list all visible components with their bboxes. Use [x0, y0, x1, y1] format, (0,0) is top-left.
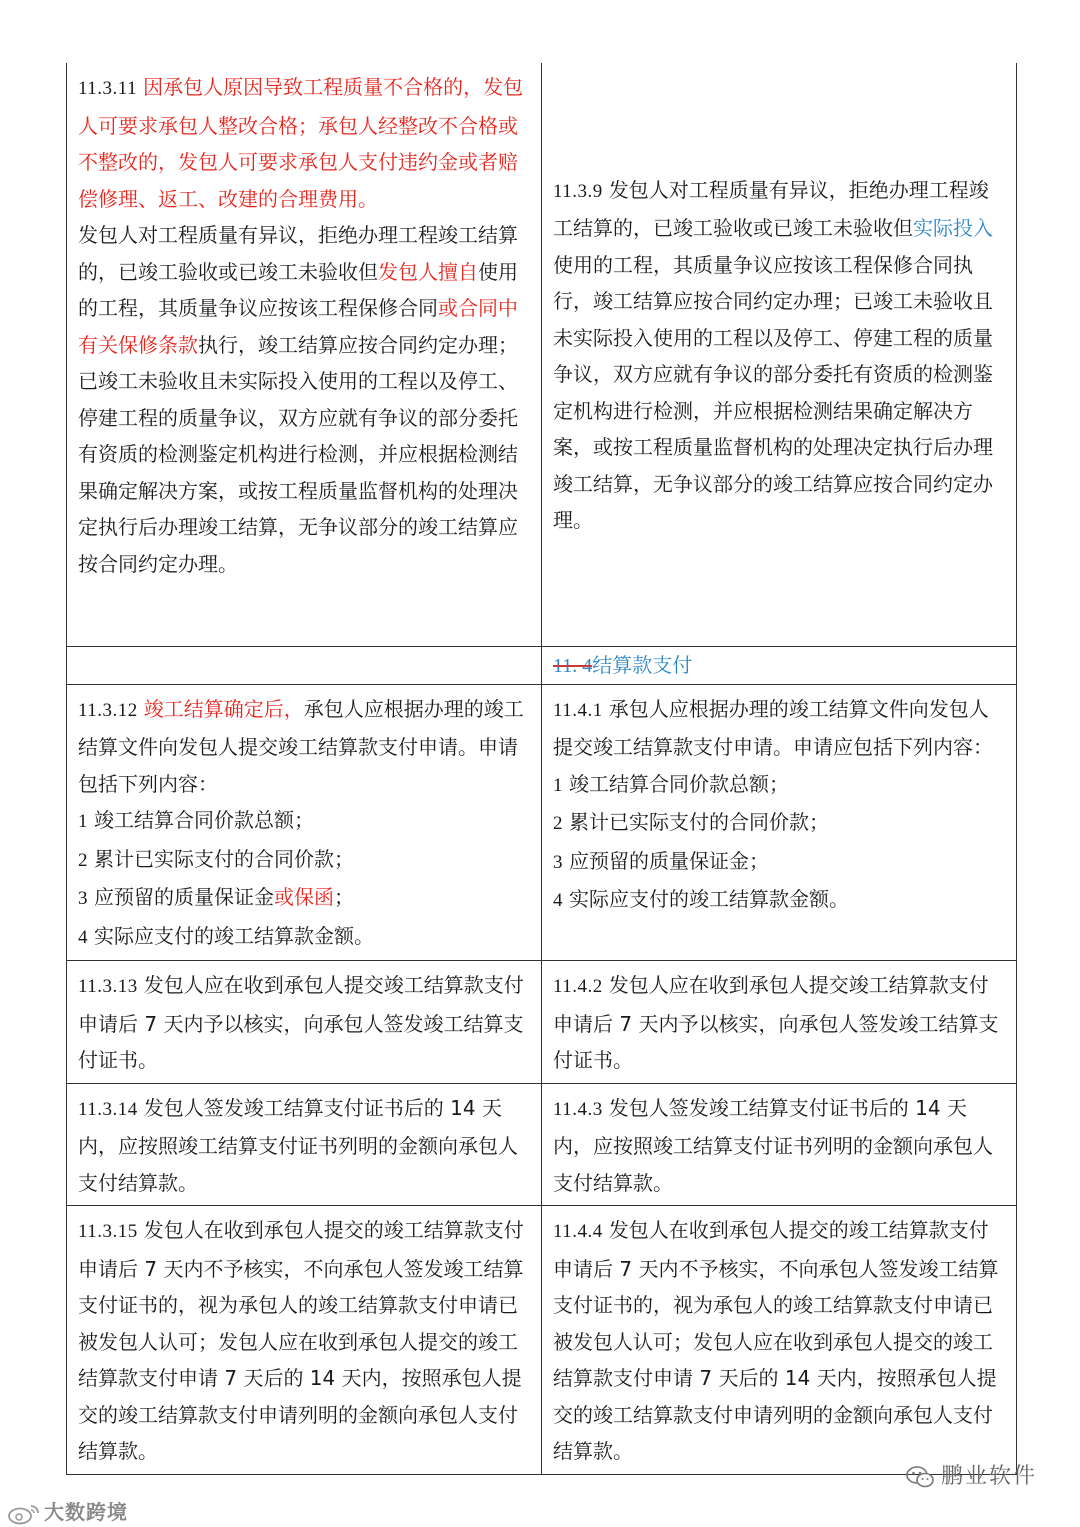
wechat-icon	[905, 1465, 935, 1489]
section-title: 结算款支付	[592, 652, 693, 677]
table-row	[67, 646, 1017, 684]
added-text: 发包人擅自	[378, 259, 478, 284]
table-row	[67, 63, 1017, 646]
list-item: 3 应预留的质量保证金或保函；	[78, 885, 354, 909]
list-item: 2 累计已实际支付的合同价款；	[78, 846, 354, 871]
table-row	[67, 961, 1017, 1084]
changed-text: 实际投入	[913, 216, 993, 241]
section-heading-11-4	[542, 646, 1017, 684]
clause-paragraph: 发包人对工程质量有异议，拒绝办理工程竣工结算的，已竣工验收或已竣工未验收但发包人擅自使用的工程，其质量争议应按该工程保修合同或合同中有关保修条款执行，竣工结算应按合同约定办理；已竣工未验收且未实际投入使用的工程以及停工、停建工程的质量争议，双方应就有争议的部分委托有资质的检测鉴定机构进行检测，并应根据检测结果确定解决方案，或按工程质量监督机构的处理决定执行后办理竣工结算，无争议部分的竣工结算应按合同约定办理。	[78, 223, 518, 576]
table-row	[67, 1206, 1017, 1475]
list-item: 1 竣工结算合同价款总额；	[78, 808, 314, 832]
added-text: 因承包人原因导致工程质量不合格的，发包人可要求承包人整改合格；承包人经整改不合格或不整改的，发包人可要求承包人支付违约金或者赔偿修理、返工、改建的合理费用。	[78, 75, 524, 211]
table-row	[67, 684, 1017, 961]
list-item: 2 累计已实际支付的合同价款；	[553, 810, 829, 834]
list-item: 4 实际应支付的竣工结算款金额。	[553, 887, 849, 911]
clause-number: 11.4.4	[553, 1221, 603, 1242]
watermark-account: 鹏业软件	[905, 1459, 1037, 1490]
new-clause-11-4-4: 11.4.4 发包人在收到承包人提交的竣工结算款支付申请后 7 天内不予核实，不向承包人签发竣工结算支付证书的，视为承包人的竣工结算款支付申请已被发包人认可；发包人应在收到承包人提交的竣工结算款支付申请 7 天后的 14 天内，按照承包人提交的竣工结算款支付申请列明的金额向承包人支付结算款。	[542, 1206, 1017, 1475]
struck-section-number: 11. 4	[553, 654, 593, 677]
list-item: 1 竣工结算合同价款总额；	[553, 771, 789, 796]
comparison-table	[66, 63, 1017, 1475]
added-text: 竣工结算确定后，	[143, 696, 304, 721]
clause-number: 11.3.13	[78, 976, 138, 997]
list-item: 3 应预留的质量保证金；	[553, 848, 769, 873]
new-clause-11-4-3: 11.4.3 发包人签发竣工结算支付证书后的 14 天内，应按照竣工结算支付证书列明的金额向承包人支付结算款。	[542, 1083, 1017, 1206]
list-item: 4 实际应支付的竣工结算款金额。	[78, 923, 374, 948]
old-clause-11-3-13: 11.3.13 发包人应在收到承包人提交竣工结算款支付申请后 7 天内予以核实，向承包人签发竣工结算支付证书。	[67, 961, 542, 1084]
empty-cell	[67, 646, 542, 684]
added-text: 或合同中有关保修条款	[78, 296, 518, 357]
clause-number: 11.4.3	[553, 1098, 603, 1120]
clause-number: 11.3.12	[78, 699, 138, 721]
added-text: 或保函	[274, 885, 334, 909]
old-clause-11-3-12: 11.3.12 竣工结算确定后，承包人应根据办理的竣工结算文件向发包人提交竣工结算款支付申请。申请包括下列内容： 1 竣工结算合同价款总额； 2 累计已实际支付的合同价款； 3 应预留的质量保证金或保函； 4 实际应支付的竣工结算款金额。	[67, 684, 542, 961]
new-clause-11-3-9: 11.3.9 发包人对工程质量有异议，拒绝办理工程竣工结算的，已竣工验收或已竣工未验收但实际投入使用的工程，其质量争议应按该工程保修合同执行，竣工结算应按合同约定办理；已竣工未验收且未实际投入使用的工程以及停工、停建工程的质量争议，双方应就有争议的部分委托有资质的检测鉴定机构进行检测，并应根据检测结果确定解决方案，或按工程质量监督机构的处理决定执行后办理竣工结算，无争议部分的竣工结算应按合同约定办理。	[542, 63, 1017, 646]
clause-number: 11.3.9	[553, 180, 603, 202]
watermark-weibo: 大数跨境	[6, 1496, 128, 1525]
new-clause-11-4-1: 11.4.1 承包人应根据办理的竣工结算文件向发包人提交竣工结算款支付申请。申请应包括下列内容： 1 竣工结算合同价款总额； 2 累计已实际支付的合同价款； 3 应预留的质量保证金； 4 实际应支付的竣工结算款金额。	[542, 684, 1017, 961]
clause-number: 11.3.15	[78, 1221, 138, 1242]
old-clause-11-3-14: 11.3.14 发包人签发竣工结算支付证书后的 14 天内，应按照竣工结算支付证书列明的金额向承包人支付结算款。	[67, 1083, 542, 1206]
clause-number: 11.3.11	[78, 78, 138, 99]
old-clause-11-3-15: 11.3.15 发包人在收到承包人提交的竣工结算款支付申请后 7 天内不予核实，不向承包人签发竣工结算支付证书的，视为承包人的竣工结算款支付申请已被发包人认可；发包人应在收到承包人提交的竣工结算款支付申请 7 天后的 14 天内，按照承包人提交的竣工结算款支付申请列明的金额向承包人支付结算款。	[67, 1206, 542, 1475]
old-clause-11-3-11	[67, 63, 542, 646]
weibo-icon	[6, 1503, 42, 1525]
table-row	[67, 1083, 1017, 1206]
new-clause-11-4-2: 11.4.2 发包人应在收到承包人提交竣工结算款支付申请后 7 天内予以核实，向承包人签发竣工结算支付证书。	[542, 961, 1017, 1084]
clause-number: 11.4.2	[553, 976, 603, 997]
clause-number: 11.4.1	[553, 699, 603, 721]
clause-number: 11.3.14	[78, 1098, 138, 1120]
